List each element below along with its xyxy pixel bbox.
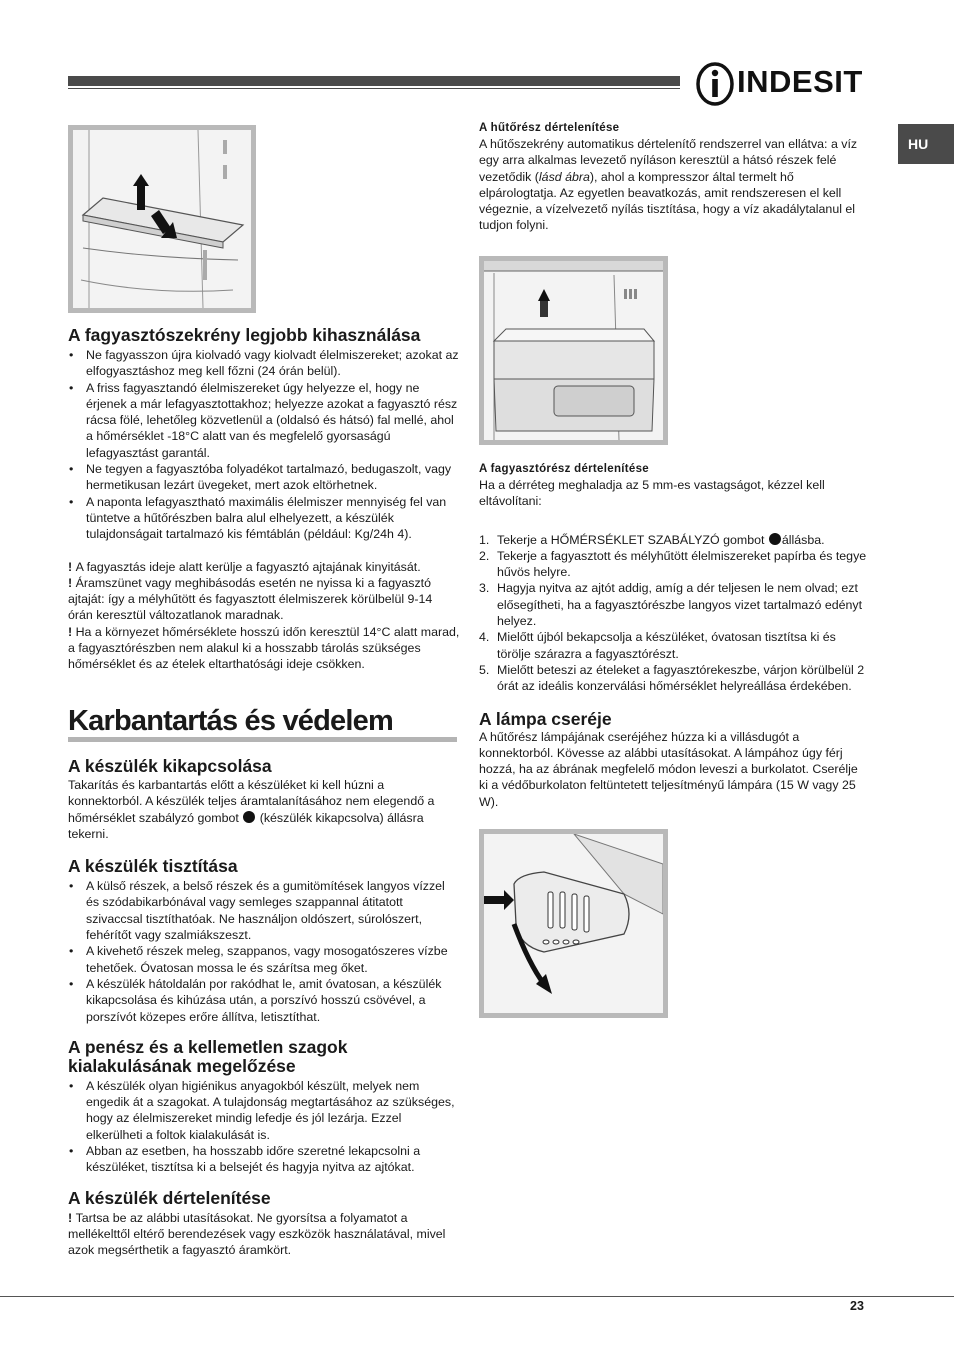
mold-list (68, 1078, 460, 1176)
warnings-block (68, 559, 460, 673)
freezer-shelf-illustration (68, 125, 256, 313)
left-column (68, 326, 460, 673)
defrost-text: ! Tartsa be az alábbi utasításokat. Ne gyorsítsa a folyamatot a mellékelttől eltérő berendezések vagy eszközök használatával, mivel azok megsérthetik a fagyasztó áramkört. (68, 1210, 446, 1258)
section-title-defrost: A készülék dértelenítése (68, 1187, 271, 1208)
list-item: 5. Mielőtt beteszi az ételeket a fagyasztórekeszbe, várjon körülbelül 2 órát az ideális konzerválási hőmérséklet helyreállása érdekében. (479, 662, 865, 694)
section-title-fridge-defrost: A hűtőrész dértelenítése (479, 122, 620, 134)
fridge-defrost-text: A hűtőszekrény automatikus dértelenítő rendszerrel van ellátva: a víz egy arra alkalmas levezető nyíláson keresztül a hátsó részek felé vezetődik (lásd ábra), ahol a kompresszor által termelt hő elpárologtatja. Az egyetlen beavatkozás, amit rendszeresen el kell végeznie, a vízelvezető nyílás tisztítása, hogy a víz akadálytalanul el tudjon folyni. (479, 137, 858, 233)
brand-name: INDESIT (737, 64, 863, 99)
right-column-middle (479, 462, 869, 810)
list-item: • A kivehető részek meleg, szappanos, vagy mosogatószeres vízbe tehetőek. Óvatosan mossa le és szárítsa meg őket. (68, 943, 460, 976)
list-item: 3. Hagyja nyitva az ajtót addig, amíg a dér teljesen le nem olvad; ezt elősegítheti, ha a fagyasztórészbe langyos vizet tartalmazó edényt helyez. (479, 581, 863, 629)
lamp-replacement-illustration (479, 829, 668, 1018)
list-item: • Ne fagyasszon újra kiolvadó vagy kiolvadt élelmiszereket; azokat az elfogyasztáshoz meg kell főzni (24 órán belül). (68, 347, 460, 380)
header-bar (68, 76, 680, 86)
freezer-use-list (68, 347, 460, 543)
header-rule (68, 88, 680, 89)
indesit-logo (695, 60, 870, 108)
drain-hole-illustration (479, 256, 668, 445)
lamp-text: A hűtőrész lámpájának cseréjéhez húzza ki a villásdugót a konnektorból. Kövesse az alábbi utasításokat. A lámpához úgy férj hozzá, ha az ábrának megfelelő módon leveszi a burkolatot. Cserélje ki a védőburkolaton feltüntetett teljesítményű lámpára (15 W vagy 25 W). (479, 729, 858, 809)
section-title-freezer-defrost: A fagyasztórész dértelenítése (479, 463, 649, 475)
freezer-defrost-text: Ha a dérréteg meghaladja az 5 mm-es vastagságot, kézzel kell eltávolítani: (479, 478, 825, 509)
left-column-lower (68, 757, 460, 1259)
page-number: 23 (850, 1299, 864, 1313)
maintenance-heading (68, 704, 460, 738)
warning-text: ! Ha a környezet hőmérséklete hosszú időn keresztül 14°C alatt marad, a fagyasztórészben nem alakul ki a hosszabb tárolás szükséges hőmérséklet és az ételek eltarthatósági ideje csökken. (68, 624, 460, 672)
right-column-top (479, 121, 869, 234)
off-position-icon (243, 811, 255, 823)
list-item: 2. Tekerje a fagyasztott és mélyhűtött élelmiszereket papírba és tegye hűvös helyre. (479, 548, 867, 580)
list-item: • A külső részek, a belső részek és a gumitömítések langyos vízzel és szódabikarbónával vagy semleges szappannal átitatott szivaccsal tisztíthatóak. Ne használjon oldószert, súrolószert, fehérítőt vagy szalmiákszeszt. (68, 878, 460, 943)
cleaning-list (68, 878, 460, 1025)
language-tab: HU (898, 124, 954, 164)
section-title-cleaning: A készülék tisztítása (68, 856, 238, 877)
off-position-icon (769, 533, 781, 545)
list-item: 1. Tekerje a HŐMÉRSÉKLET SZABÁLYZÓ gombot állásba. (479, 532, 825, 547)
list-item: 4. Mielőtt újból bekapcsolja a készüléket, óvatosan tisztítsa ki és törölje szárazra a fagyasztórészt. (479, 630, 836, 661)
list-item: • A készülék olyan higiénikus anyagokból készült, melyek nem engedik át a szagokat. A tulajdonság megtartásához az szükséges, hogy az élelmiszereket mindig lefedje és jól lezárja. Ezzel elkerülheti a foltok kialakulását is. (68, 1078, 460, 1143)
section-title-switch-off: A készülék kikapcsolása (68, 756, 272, 776)
list-item: • A naponta lefagyasztható maximális élelmiszer mennyiség fel van tüntetve a hűtőrészben balra alul elhelyezett, a készülék tulajdonságait tartalmazó kis fémtáblán (például: Kg/24h 4). (68, 494, 460, 543)
section-title-mold: A penész és a kellemetlen szagok kialakulásának megelőzése (68, 1036, 348, 1076)
list-item: • A készülék hátoldalán por rakódhat le, amit óvatosan, a készülék kikapcsolása és kihúzása után, a porszívó hosszú csövével, a porszívót közepes erőre állítva, letisztíthat. (68, 976, 460, 1025)
switch-off-text: Takarítás és karbantartás előtt a készüléket ki kell húzni a konnektorból. A készülék teljes áramtalanításához nem elegendő a hőmérséklet szabályzó gombot (készülék kikapcsolva) állásra tekerni. (68, 778, 435, 841)
list-item: • A friss fagyasztandó élelmiszereket úgy helyezze el, hogy ne érjenek a már lefagyasztottakhoz; helyezze azokat a fagyasztó rész rácsa fölé, lehetőleg közvetlenül a (oldalsó és hátsó) fal mellé, ahol a hőmérséklet -18°C alatt van és megfelelő gyorsaságú lefagyasztást garantál. (68, 380, 460, 461)
section-title-freezer-use: A fagyasztószekrény legjobb kihasználása (68, 325, 421, 345)
list-item: • Abban az esetben, ha hosszabb időre szeretné lekapcsolni a készüléket, tisztítsa ki a belsejét és hagyja nyitva az ajtókat. (68, 1143, 460, 1176)
list-item: • Ne tegyen a fagyasztóba folyadékot tartalmazó, bedugaszolt, vagy hermetikusan lezárt üvegeket, mert azok eltörhetnek. (68, 461, 460, 494)
indesit-logo-icon (695, 60, 735, 108)
title-rule (68, 737, 457, 742)
warning-text: ! Áramszünet vagy meghibásodás esetén ne nyissa ki a fagyasztó ajtaját: így a mélyhűtött és fagyasztott élelmiszerek körülbelül 9-14 órán keresztül változatlanok maradnak. (68, 575, 433, 623)
defrost-steps (479, 532, 869, 695)
section-title-lamp: A lámpa cseréje (479, 708, 612, 729)
warning-text: ! A fagyasztás ideje alatt kerülje a fagyasztó ajtajának kinyitását. (68, 559, 421, 574)
page-title: Karbantartás és védelem (68, 705, 393, 737)
footer-rule (0, 1296, 954, 1297)
